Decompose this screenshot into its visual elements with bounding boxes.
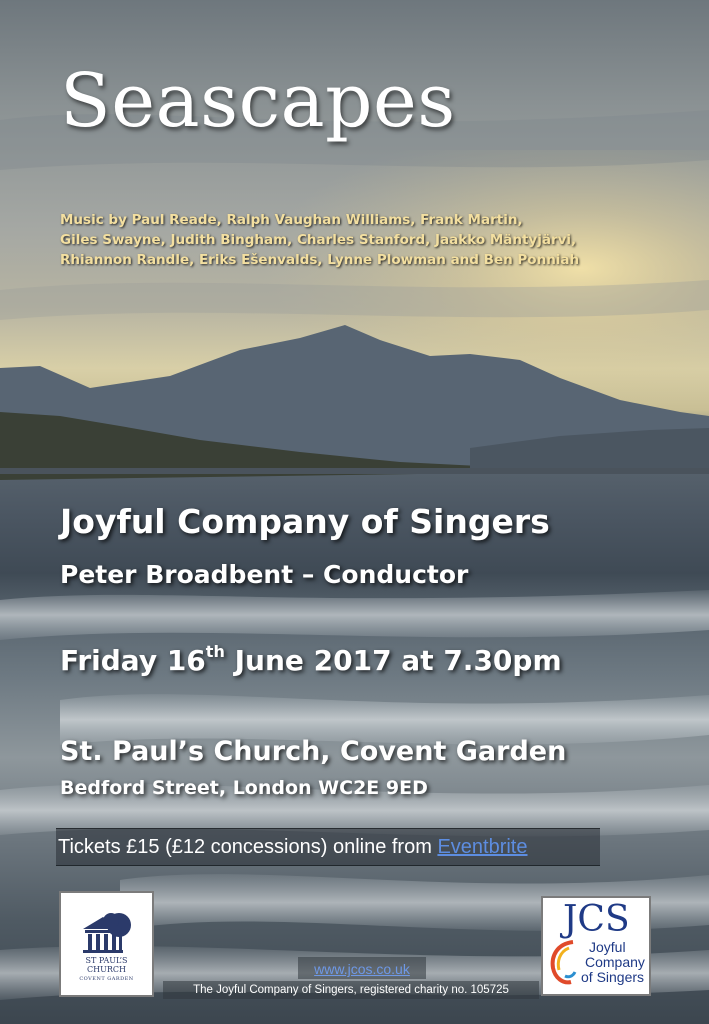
church-logo-line1: ST PAUL’S bbox=[85, 956, 128, 965]
date-ordinal-suffix: th bbox=[205, 642, 225, 661]
eventbrite-link[interactable]: Eventbrite bbox=[437, 836, 528, 858]
jcs-line1: Joyful bbox=[589, 939, 626, 955]
composers-list bbox=[60, 210, 700, 270]
jcs-logo bbox=[541, 896, 651, 996]
date-day: Friday 16 bbox=[60, 644, 206, 677]
website-link[interactable]: www.jcos.co.uk bbox=[314, 961, 410, 977]
venue-name: St. Paul’s Church, Covent Garden bbox=[60, 736, 567, 767]
tickets-price-text: Tickets £15 (£12 concessions) online from bbox=[58, 836, 438, 858]
composers-line: Giles Swayne, Judith Bingham, Charles Stanford, Jaakko Mäntyjärvi, bbox=[60, 232, 577, 248]
st-pauls-church-logo bbox=[59, 891, 154, 997]
tickets-text bbox=[56, 829, 600, 859]
jcs-line3: of Singers bbox=[581, 969, 645, 985]
jcs-mark-text: JCS bbox=[563, 899, 630, 940]
website-box bbox=[298, 957, 426, 979]
church-building-icon bbox=[61, 903, 152, 963]
poster-title: Seascapes bbox=[60, 58, 456, 144]
jcs-swirl-icon bbox=[547, 938, 577, 988]
jcs-line2: Company bbox=[585, 954, 645, 970]
charity-notice: The Joyful Company of Singers, registered charity no. 105725 bbox=[163, 981, 539, 999]
tickets-banner bbox=[56, 828, 600, 866]
choir-name: Joyful Company of Singers bbox=[60, 502, 550, 541]
composers-line: Rhiannon Randle, Eriks Ešenvalds, Lynne Plowman and Ben Ponniah bbox=[60, 252, 580, 268]
conductor-line: Peter Broadbent – Conductor bbox=[60, 560, 469, 589]
venue-address: Bedford Street, London WC2E 9ED bbox=[60, 777, 428, 799]
church-logo-line2: CHURCH bbox=[87, 965, 126, 974]
church-logo-line3: COVENT GARDEN bbox=[79, 976, 134, 982]
composers-line: Music by Paul Reade, Ralph Vaughan Williams, Frank Martin, bbox=[60, 212, 523, 228]
concert-date bbox=[60, 644, 562, 677]
date-rest: June 2017 at 7.30pm bbox=[224, 644, 562, 677]
